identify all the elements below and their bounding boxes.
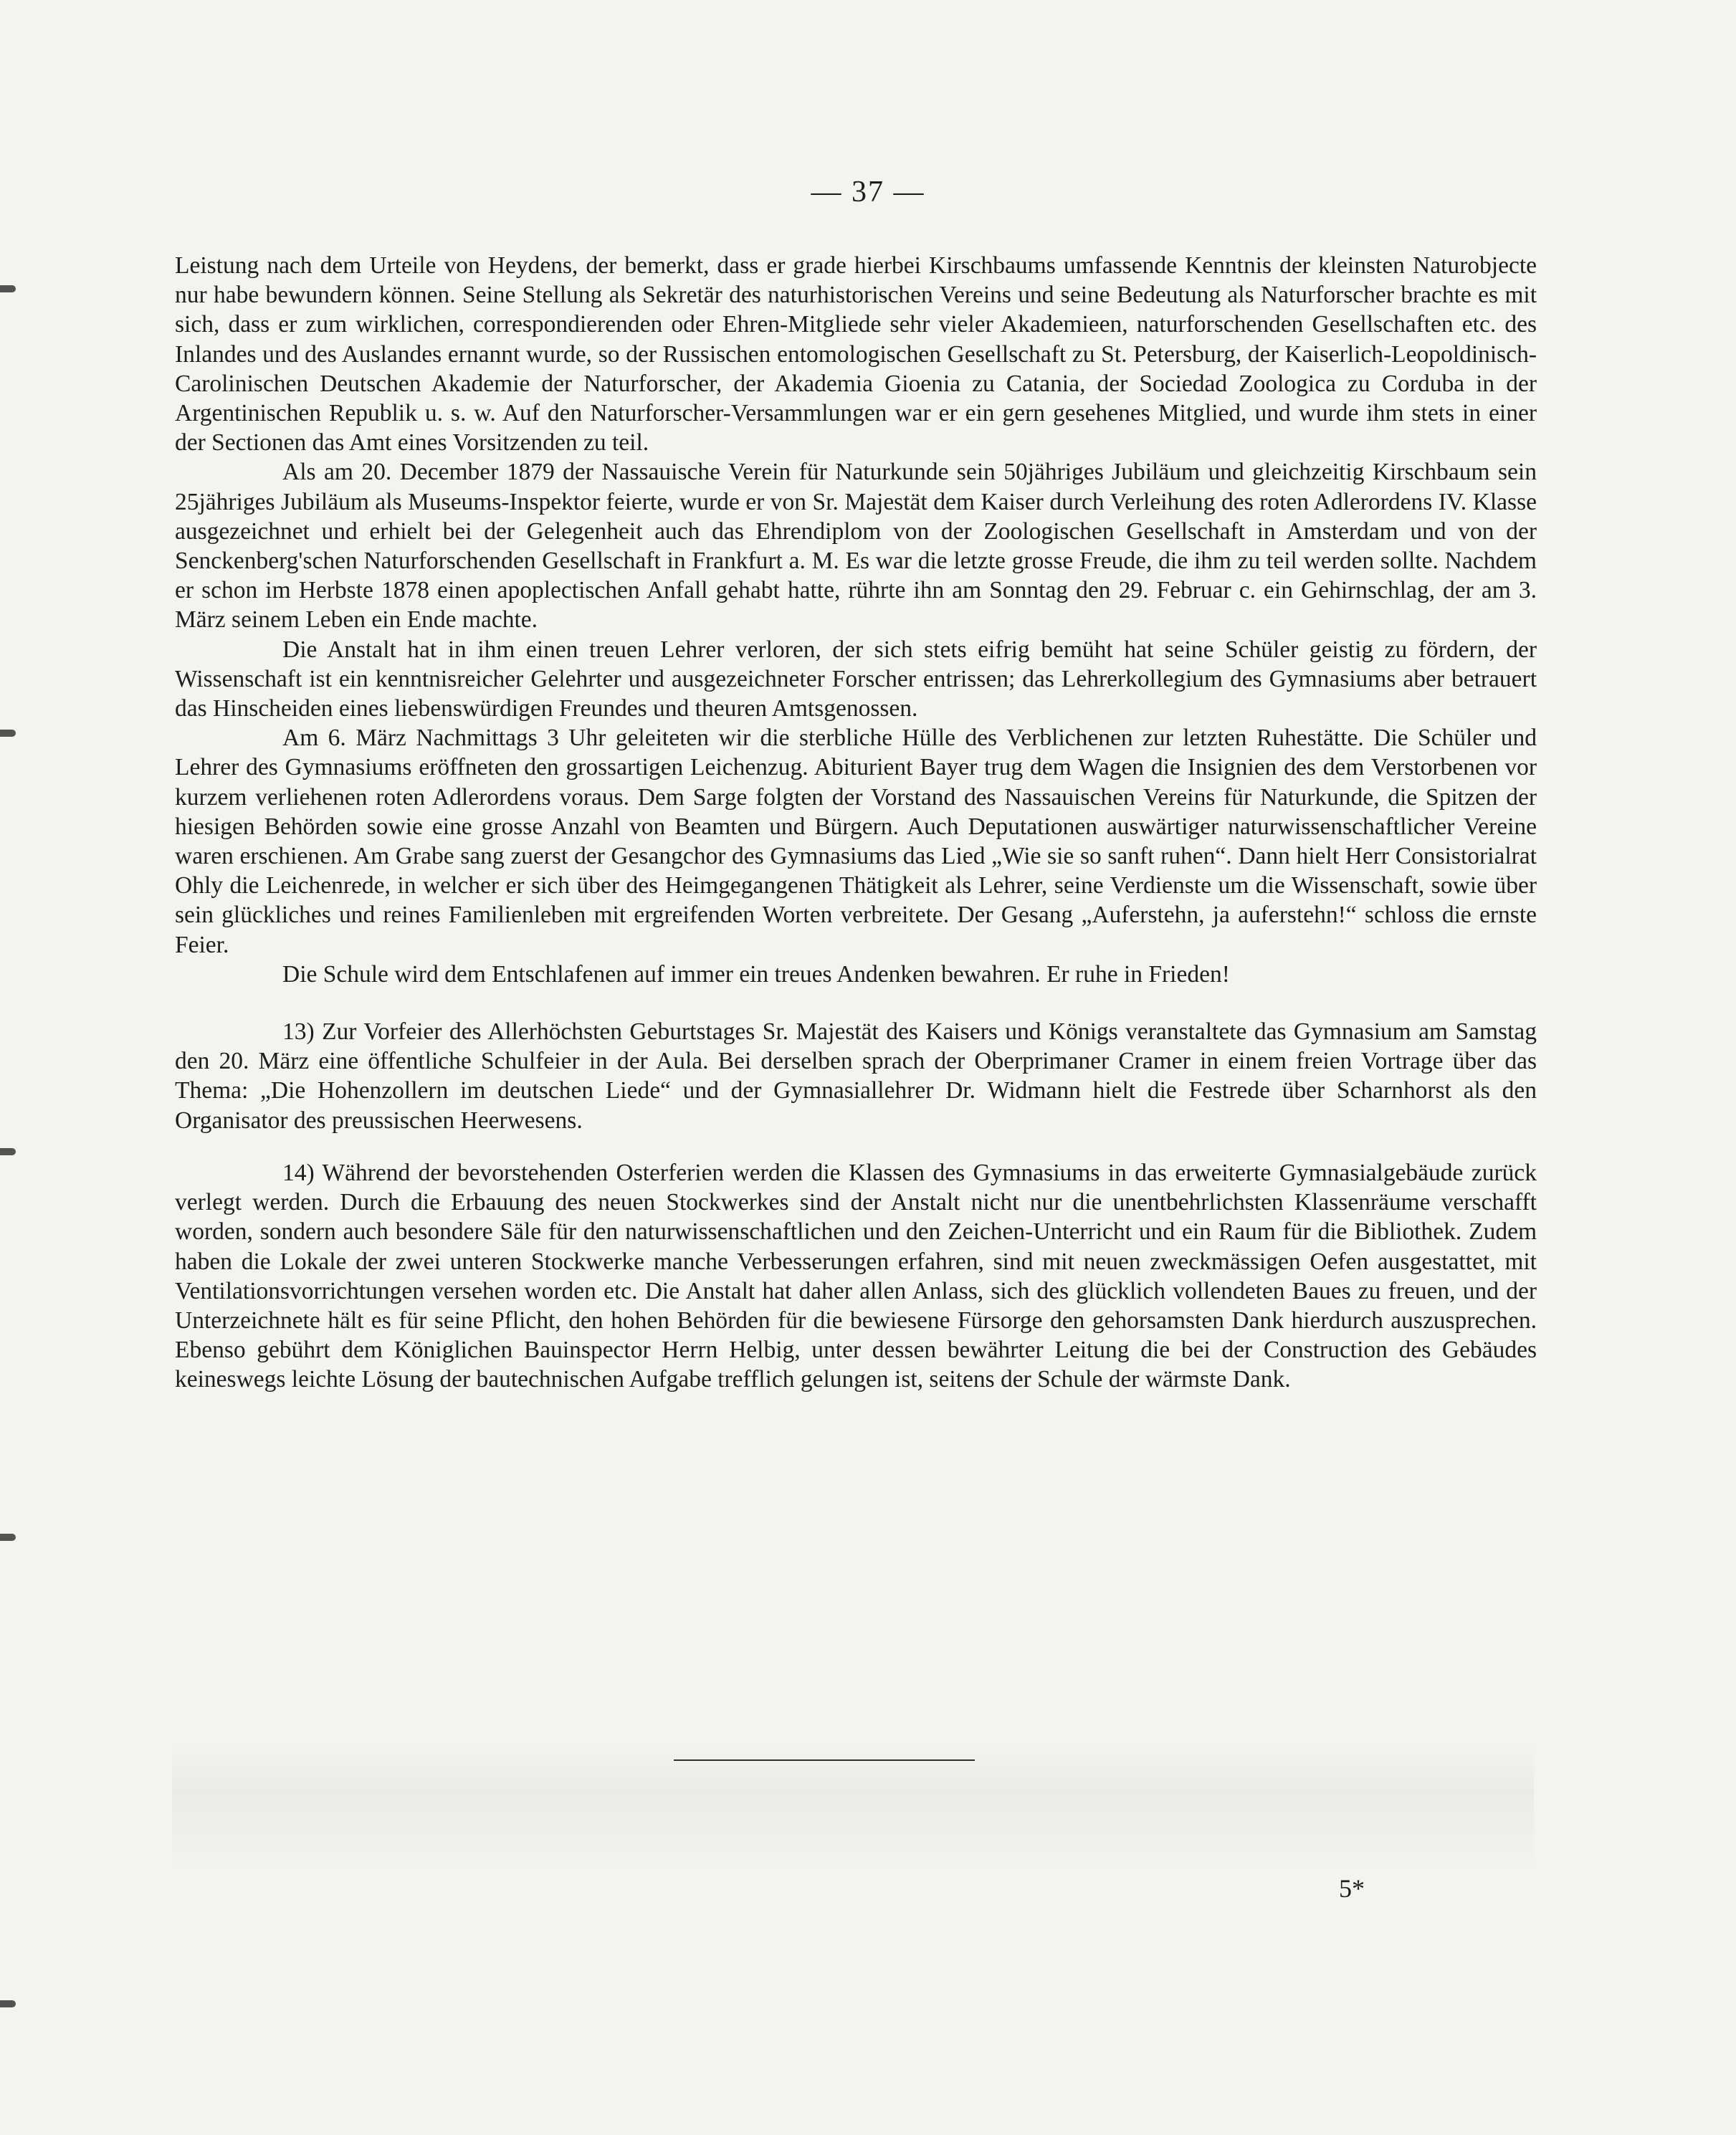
margin-mark [0,1148,16,1155]
signature-mark: 5* [1339,1874,1365,1903]
paragraph-loss: Die Anstalt hat in ihm einen treuen Lehrer verloren, der sich stets eifrig bemüht hat seine Schüler geistig zu fördern, der Wissenschaft ist ein kenntnisreicher Gelehrter und ausgezeichneter Forscher entrissen; das Lehrerkollegium des Gymnasiums aber betrauert das Hinscheiden eines liebenswürdigen Freundes und theuren Amtsgenossen. [175,636,1537,722]
margin-mark [0,730,16,737]
paragraph-remembrance: Die Schule wird dem Entschlafenen auf immer ein treues Andenken bewahren. Er ruhe in Frieden! [282,960,1230,988]
margin-mark [0,285,16,292]
paragraph-item-13: 13) Zur Vorfeier des Allerhöchsten Geburtstages Sr. Majestät des Kaisers und Königs veranstaltete das Gymnasium am Samstag den 20. März eine öffentliche Schulfeier in der Aula. Bei derselben sprach der Oberprimaner Cramer in einem freien Vortrage über das Thema: „Die Hohenzollern im deutschen Liede“ und der Gymnasiallehrer Dr. Widmann hielt die Festrede über Scharnhorst als den Organisator des preussischen Heerwesens. [175,1018,1537,1134]
margin-mark [0,2000,16,2007]
section-divider [674,1759,975,1761]
page-number: — 37 — [811,176,925,209]
paragraph-item-14: 14) Während der bevorstehenden Osterferien werden die Klassen des Gymnasiums in das erweiterte Gymnasialgebäude zurück verlegt werden. Durch die Erbauung des neuen Stockwerkes sind der Anstalt nicht nur die unentbehrlichsten Klassenräume verschafft worden, sondern auch besondere Säle für den naturwissenschaftlichen und den Zeichen-Unterricht und ein Raum für die Bibliothek. Zudem haben die Lokale der zwei unteren Stockwerke manche Verbesserungen erfahren, sind mit neuen zweckmässigen Oefen ausgestattet, mit Ventilationsvorrichtungen versehen worden etc. Die Anstalt hat daher allen Anlass, sich des glücklich vollendeten Baues zu freuen, und der Unterzeichnete hält es für seine Pflicht, den hohen Behörden für die bewiesene Fürsorge den gehorsamsten Dank hierdurch auszusprechen. Ebenso gebührt dem Königlichen Bauinspector Herrn Helbig, unter dessen bewährter Leitung die bei der Construction des Gebäudes keineswegs leichte Lösung der bautechnischen Aufgabe trefflich gelungen ist, seitens der Schule der wärmste Dank. [175,1159,1537,1393]
body-text [175,251,1537,1395]
margin-mark [0,1534,16,1541]
bleed-through-shadow [172,1742,1534,1871]
paragraph-kirschbaum-memberships: Leistung nach dem Urteile von Heydens, der bemerkt, dass er grade hierbei Kirschbaums umfassende Kenntnis der kleinsten Naturobjecte nur habe bewundern können. Seine Stellung als Sekretär des naturhistorischen Vereins und seine Bedeutung als Naturforscher brachte es mit sich, dass er zum wirklichen, correspondierenden oder Ehren-Mitgliede sehr vieler Akademieen, naturforschenden Gesellschaften etc. des Inlandes und des Auslandes ernannt wurde, so der Russischen entomologischen Gesellschaft zu St. Petersburg, der Kaiserlich-Leopoldinisch-Carolinischen Deutschen Akademie der Naturforscher, der Akademia Gioenia zu Catania, der Sociedad Zoologica zu Corduba in der Argentinischen Republik u. s. w. Auf den Naturforscher-Versammlungen war er ein gern gesehenes Mitglied, und wurde ihm stets in einer der Sectionen das Amt eines Vorsitzenden zu teil. [175,252,1537,457]
paragraph-jubilee: Als am 20. December 1879 der Nassauische Verein für Naturkunde sein 50jähriges Jubiläum und gleichzeitig Kirschbaum sein 25jähriges Jubiläum als Museums-Inspektor feierte, wurde er von Sr. Majestät dem Kaiser durch Verleihung des roten Adlerordens IV. Klasse ausgezeichnet und erhielt bei der Gelegenheit auch das Ehrendiplom von der Zoologischen Gesellschaft in Amsterdam und von der Senckenberg'schen Naturforschenden Gesellschaft in Frankfurt a. M. Es war die letzte grosse Freude, die ihm zu teil werden sollte. Nachdem er schon im Herbste 1878 einen apoplectischen Anfall gehabt hatte, rührte ihn am Sonntag den 29. Februar c. ein Gehirnschlag, der am 3. März seinem Leben ein Ende machte. [175,459,1537,634]
paragraph-funeral: Am 6. März Nachmittags 3 Uhr geleiteten wir die sterbliche Hülle des Verblichenen zur letzten Ruhestätte. Die Schüler und Lehrer des Gymnasiums eröffneten den grossartigen Leichenzug. Abiturient Bayer trug dem Wagen die Insignien des dem Verstorbenen vor kurzem verliehenen roten Adlerordens voraus. Dem Sarge folgten der Vorstand des Nassauischen Vereins für Naturkunde, die Spitzen der hiesigen Behörden sowie eine grosse Anzahl von Beamten und Bürgern. Auch Deputationen auswärtiger naturwissenschaftlicher Vereine waren erschienen. Am Grabe sang zuerst der Gesangchor des Gymnasiums das Lied „Wie sie so sanft ruhen“. Dann hielt Herr Consistorialrat Ohly die Leichenrede, in welcher er sich über des Heimgegangenen Thätigkeit als Lehrer, seine Verdienste um die Wissenschaft, sowie über sein glückliches und reines Familienleben mit ergreifenden Worten verbreitete. Der Gesang „Auferstehn, ja auferstehn!“ schloss die ernste Feier. [175,725,1537,958]
